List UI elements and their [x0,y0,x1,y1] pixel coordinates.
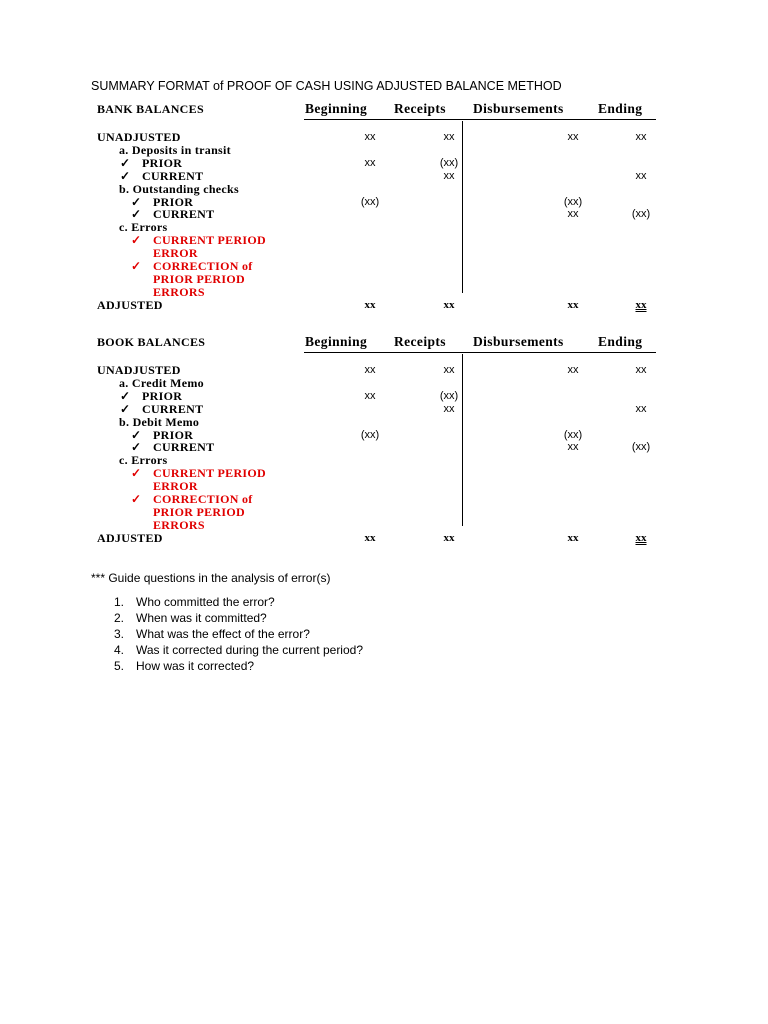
amount-cell: xx [364,299,376,311]
amount-cell: xx [364,131,376,143]
check-icon: ✓ [131,440,142,454]
amount-cell: (xx) [631,208,651,220]
adjustment-b-label: b. Debit Memo [119,415,200,429]
amount-cell: xx [443,170,455,182]
amount-cell: xx [567,208,579,220]
amount-cell: (xx) [631,441,651,453]
bank-section-title: BANK BALANCES [97,102,204,116]
amount-cell: xx [567,532,579,544]
amount-cell: (xx) [563,196,583,208]
bank-column-header: Ending [598,101,643,116]
amount-cell: xx [635,170,647,182]
prior-period-correction-label: PRIOR PERIOD [153,272,245,286]
prior-period-correction-label: CORRECTION of [153,259,253,273]
guide-question: How was it corrected? [136,659,255,673]
page-title: SUMMARY FORMAT of PROOF OF CASH USING ADJUSTED BALANCE METHOD [91,79,562,93]
prior-period-correction-label: CORRECTION of [153,492,253,506]
book-section-title: BOOK BALANCES [97,335,206,349]
a-prior-label: PRIOR [142,156,183,170]
amount-cell: (xx) [360,196,380,208]
amount-cell: xx [364,532,376,544]
guide-heading: *** Guide questions in the analysis of error(s) [91,571,331,585]
amount-cell: (xx) [360,429,380,441]
guide-question: Who committed the error? [136,595,275,609]
check-icon: ✓ [120,169,131,183]
amount-cell: xx [364,364,376,376]
a-prior-label: PRIOR [142,389,183,403]
book-column-header: Disbursements [473,334,564,349]
bank-column-header: Receipts [394,101,446,116]
guide-question-number: 2. [114,611,125,625]
adjustment-c-label: c. Errors [119,453,168,467]
prior-period-correction-label: PRIOR PERIOD [153,505,245,519]
amount-cell: xx [443,364,455,376]
book-column-header: Beginning [305,334,368,349]
b-prior-label: PRIOR [153,428,194,442]
adjustment-b-label: b. Outstanding checks [119,182,239,196]
amount-cell: (xx) [563,429,583,441]
amount-cell: xx [443,403,455,415]
adjustment-a-label: a. Deposits in transit [119,143,231,157]
b-current-label: CURRENT [153,440,215,454]
adjusted-label: ADJUSTED [97,298,163,312]
check-icon: ✓ [120,402,131,416]
amount-cell: xx [635,364,647,376]
current-period-error-label: ERROR [153,479,198,493]
adjustment-a-label: a. Credit Memo [119,376,204,390]
amount-cell: xx [443,299,455,311]
amount-cell-total: xx [635,532,647,544]
amount-cell: xx [635,131,647,143]
amount-cell-total: xx [635,299,647,311]
book-column-header: Ending [598,334,643,349]
amount-cell: xx [635,403,647,415]
check-icon: ✓ [120,389,131,403]
adjustment-c-label: c. Errors [119,220,168,234]
bank-header-rule [304,119,656,120]
amount-cell: xx [567,299,579,311]
b-current-label: CURRENT [153,207,215,221]
check-icon: ✓ [131,428,142,442]
unadjusted-label: UNADJUSTED [97,130,181,144]
bank-column-header: Disbursements [473,101,564,116]
guide-question: When was it committed? [136,611,267,625]
guide-question: What was the effect of the error? [136,627,310,641]
amount-cell: (xx) [439,157,459,169]
a-current-label: CURRENT [142,169,204,183]
guide-question: Was it corrected during the current period? [136,643,363,657]
book-header-rule [304,352,656,353]
guide-question-number: 1. [114,595,125,609]
a-current-label: CURRENT [142,402,204,416]
amount-cell: xx [567,441,579,453]
prior-period-correction-label: ERRORS [153,518,205,532]
current-period-error-label: ERROR [153,246,198,260]
current-period-error-label: CURRENT PERIOD [153,233,266,247]
bank-column-divider [462,121,463,293]
check-icon: ✓ [131,207,142,221]
b-prior-label: PRIOR [153,195,194,209]
amount-cell: xx [443,532,455,544]
amount-cell: xx [364,157,376,169]
check-icon: ✓ [131,492,142,506]
amount-cell: xx [443,131,455,143]
unadjusted-label: UNADJUSTED [97,363,181,377]
prior-period-correction-label: ERRORS [153,285,205,299]
check-icon: ✓ [131,233,142,247]
check-icon: ✓ [131,466,142,480]
check-icon: ✓ [131,195,142,209]
book-column-divider [462,354,463,526]
guide-question-number: 5. [114,659,125,673]
amount-cell: (xx) [439,390,459,402]
amount-cell: xx [567,131,579,143]
bank-column-header: Beginning [305,101,368,116]
book-column-header: Receipts [394,334,446,349]
check-icon: ✓ [120,156,131,170]
current-period-error-label: CURRENT PERIOD [153,466,266,480]
check-icon: ✓ [131,259,142,273]
amount-cell: xx [364,390,376,402]
guide-question-number: 4. [114,643,125,657]
amount-cell: xx [567,364,579,376]
adjusted-label: ADJUSTED [97,531,163,545]
guide-question-number: 3. [114,627,125,641]
